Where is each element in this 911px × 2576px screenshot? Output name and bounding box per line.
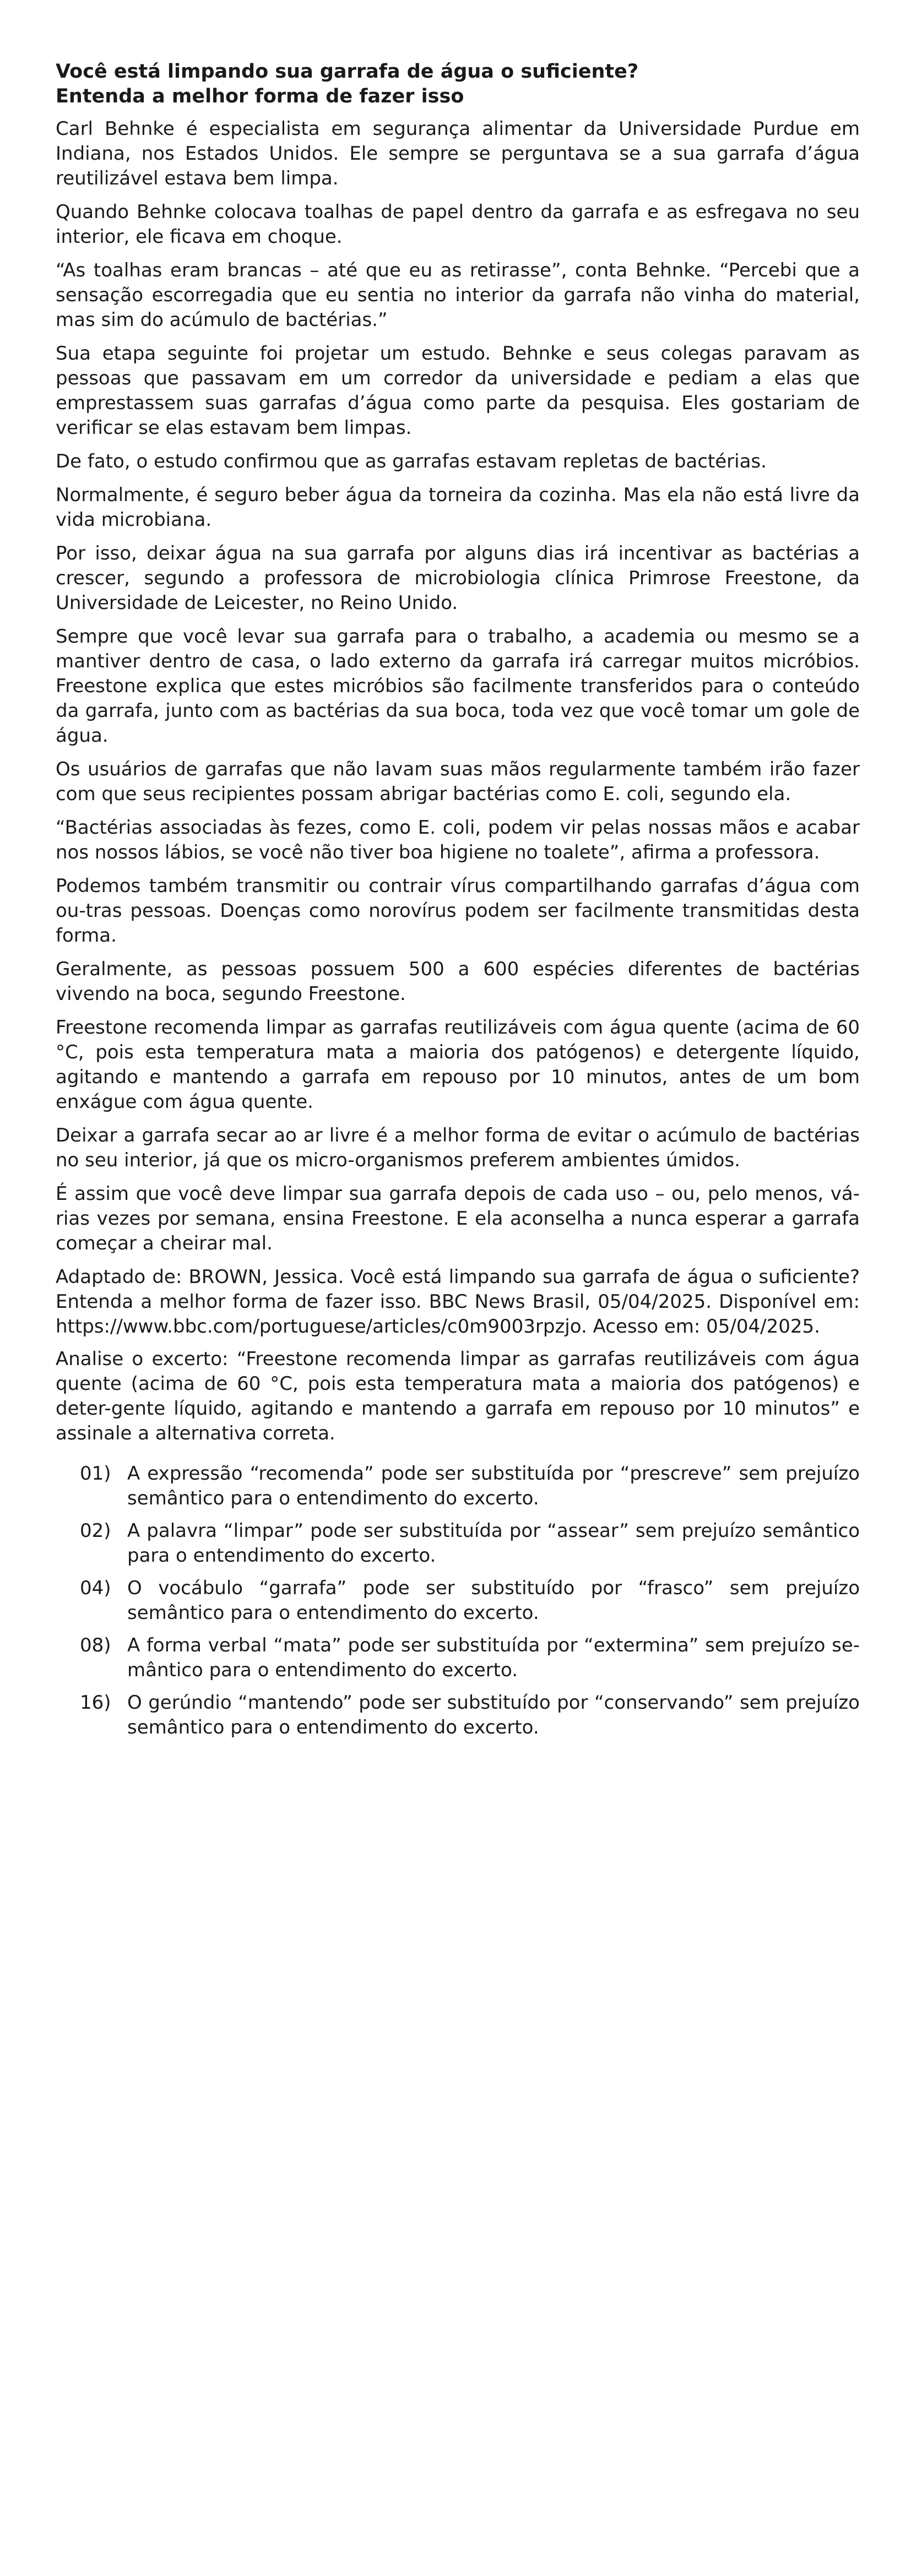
article bbox=[56, 59, 860, 1339]
article-paragraph: Por isso, deixar água na sua garrafa por alguns dias irá incentivar as bactérias a crescer, segundo a professora de microbiologia clínica Primrose Freestone, da Universidade de Leicester, no Reino Unido. bbox=[56, 542, 860, 614]
article-paragraph: Podemos também transmitir ou contrair vírus compartilhando garrafas d’água com ou-tras pessoas. Doenças como norovírus podem ser facilmente transmitidas desta forma. bbox=[56, 875, 860, 947]
article-paragraph: Sempre que você levar sua garrafa para o trabalho, a academia ou mesmo se a mantiver dentro de casa, o lado externo da garrafa irá carregar muitos micróbios. Freestone explica que estes micróbios são facilmente transferidos para o conteúdo da garrafa, junto com as bactérias da sua boca, toda vez que você tomar um gole de água. bbox=[56, 626, 860, 747]
article-source-citation: Adaptado de: BROWN, Jessica. Você está limpando sua garrafa de água o suficiente? Entenda a melhor forma de fazer isso. BBC News Brasil, 05/04/2025. Disponível em: https://www.bbc.com/portuguese/articles/c0m9003rpzjo. Acesso em: 05/04/2025. bbox=[56, 1266, 860, 1338]
article-paragraph: Quando Behnke colocava toalhas de papel dentro da garrafa e as esfregava no seu interior, ele ficava em choque. bbox=[56, 201, 860, 248]
article-paragraph: “Bactérias associadas às fezes, como E. coli, podem vir pelas nossas mãos e acabar nos nossos lábios, se você não tiver boa higiene no toalete”, afirma a professora. bbox=[56, 817, 860, 863]
answer-option-number: 01) bbox=[80, 1463, 111, 1485]
article-title-line-1: Você está limpando sua garrafa de água o suficiente? bbox=[56, 61, 639, 83]
article-paragraph: Normalmente, é seguro beber água da torneira da cozinha. Mas ela não está livre da vida microbiana. bbox=[56, 484, 860, 531]
answer-option-text: A palavra “limpar” pode ser substituída por “assear” sem prejuízo semântico para o entendimento do excerto. bbox=[127, 1520, 860, 1567]
article-paragraph: Sua etapa seguinte foi projetar um estudo. Behnke e seus colegas paravam as pessoas que passavam em um corredor da universidade e pediam a elas que emprestassem suas garrafas d’água como parte da pesquisa. Eles gostariam de verificar se elas estavam bem limpas. bbox=[56, 343, 860, 439]
article-paragraph: De fato, o estudo confirmou que as garrafas estavam repletas de bactérias. bbox=[56, 450, 767, 472]
article-paragraph: Carl Behnke é especialista em segurança alimentar da Universidade Purdue em Indiana, nos Estados Unidos. Ele sempre se perguntava se a sua garrafa d’água reutilizável estava bem limpa. bbox=[56, 118, 860, 189]
article-paragraph: Deixar a garrafa secar ao ar livre é a melhor forma de evitar o acúmulo de bactérias no seu interior, já que os micro-organismos preferem ambientes úmidos. bbox=[56, 1124, 860, 1171]
answer-option-text: A expressão “recomenda” pode ser substituída por “prescreve” sem prejuízo semântico para o entendimento do excerto. bbox=[127, 1463, 860, 1509]
answer-option-number: 02) bbox=[80, 1520, 111, 1542]
answer-option-number: 08) bbox=[80, 1634, 111, 1656]
answer-option-number: 04) bbox=[80, 1577, 111, 1599]
answer-option bbox=[56, 1576, 860, 1626]
article-paragraph: Geralmente, as pessoas possuem 500 a 600 espécies diferentes de bactérias vivendo na boca, segundo Freestone. bbox=[56, 958, 860, 1005]
answer-option bbox=[56, 1633, 860, 1683]
article-title-line-2: Entenda a melhor forma de fazer isso bbox=[56, 85, 464, 107]
article-paragraph: “As toalhas eram brancas – até que eu as retirasse”, conta Behnke. “Percebi que a sensação escorregadia que eu sentia no interior da garrafa não vinha do material, mas sim do acúmulo de bactérias.” bbox=[56, 259, 860, 331]
article-paragraph: Os usuários de garrafas que não lavam suas mãos regularmente também irão fazer com que seus recipientes possam abrigar bactérias como E. coli, segundo ela. bbox=[56, 758, 860, 805]
article-paragraph: Freestone recomenda limpar as garrafas reutilizáveis com água quente (acima de 60 °C, pois esta temperatura mata a maioria dos patógenos) e detergente líquido, agitando e mantendo a garrafa em repouso por 10 minutos, antes de um bom enxágue com água quente. bbox=[56, 1017, 860, 1113]
answer-option bbox=[56, 1691, 860, 1740]
answer-option bbox=[56, 1461, 860, 1511]
answer-option-text: A forma verbal “mata” pode ser substituída por “extermina” sem prejuízo se-mântico para o entendimento do excerto. bbox=[127, 1634, 860, 1681]
article-paragraph: É assim que você deve limpar sua garrafa depois de cada uso – ou, pelo menos, vá-rias vezes por semana, ensina Freestone. E ela aconselha a nunca esperar a garrafa começar a cheirar mal. bbox=[56, 1183, 860, 1254]
question-prompt: Analise o excerto: “Freestone recomenda limpar as garrafas reutilizáveis com água quente (acima de 60 °C, pois esta temperatura mata a maioria dos patógenos) e deter-gente líquido, agitando e mantendo a garrafa em repouso por 10 minutos” e assinale a alternativa correta. bbox=[56, 1348, 860, 1444]
article-title bbox=[56, 59, 860, 109]
answer-option-text: O gerúndio “mantendo” pode ser substituído por “conservando” sem prejuízo semântico para o entendimento do excerto. bbox=[127, 1692, 860, 1738]
question bbox=[56, 1347, 860, 1748]
answer-option-number: 16) bbox=[80, 1692, 111, 1714]
answer-option-text: O vocábulo “garrafa” pode ser substituído por “frasco” sem prejuízo semântico para o entendimento do excerto. bbox=[127, 1577, 860, 1624]
answer-option bbox=[56, 1519, 860, 1568]
